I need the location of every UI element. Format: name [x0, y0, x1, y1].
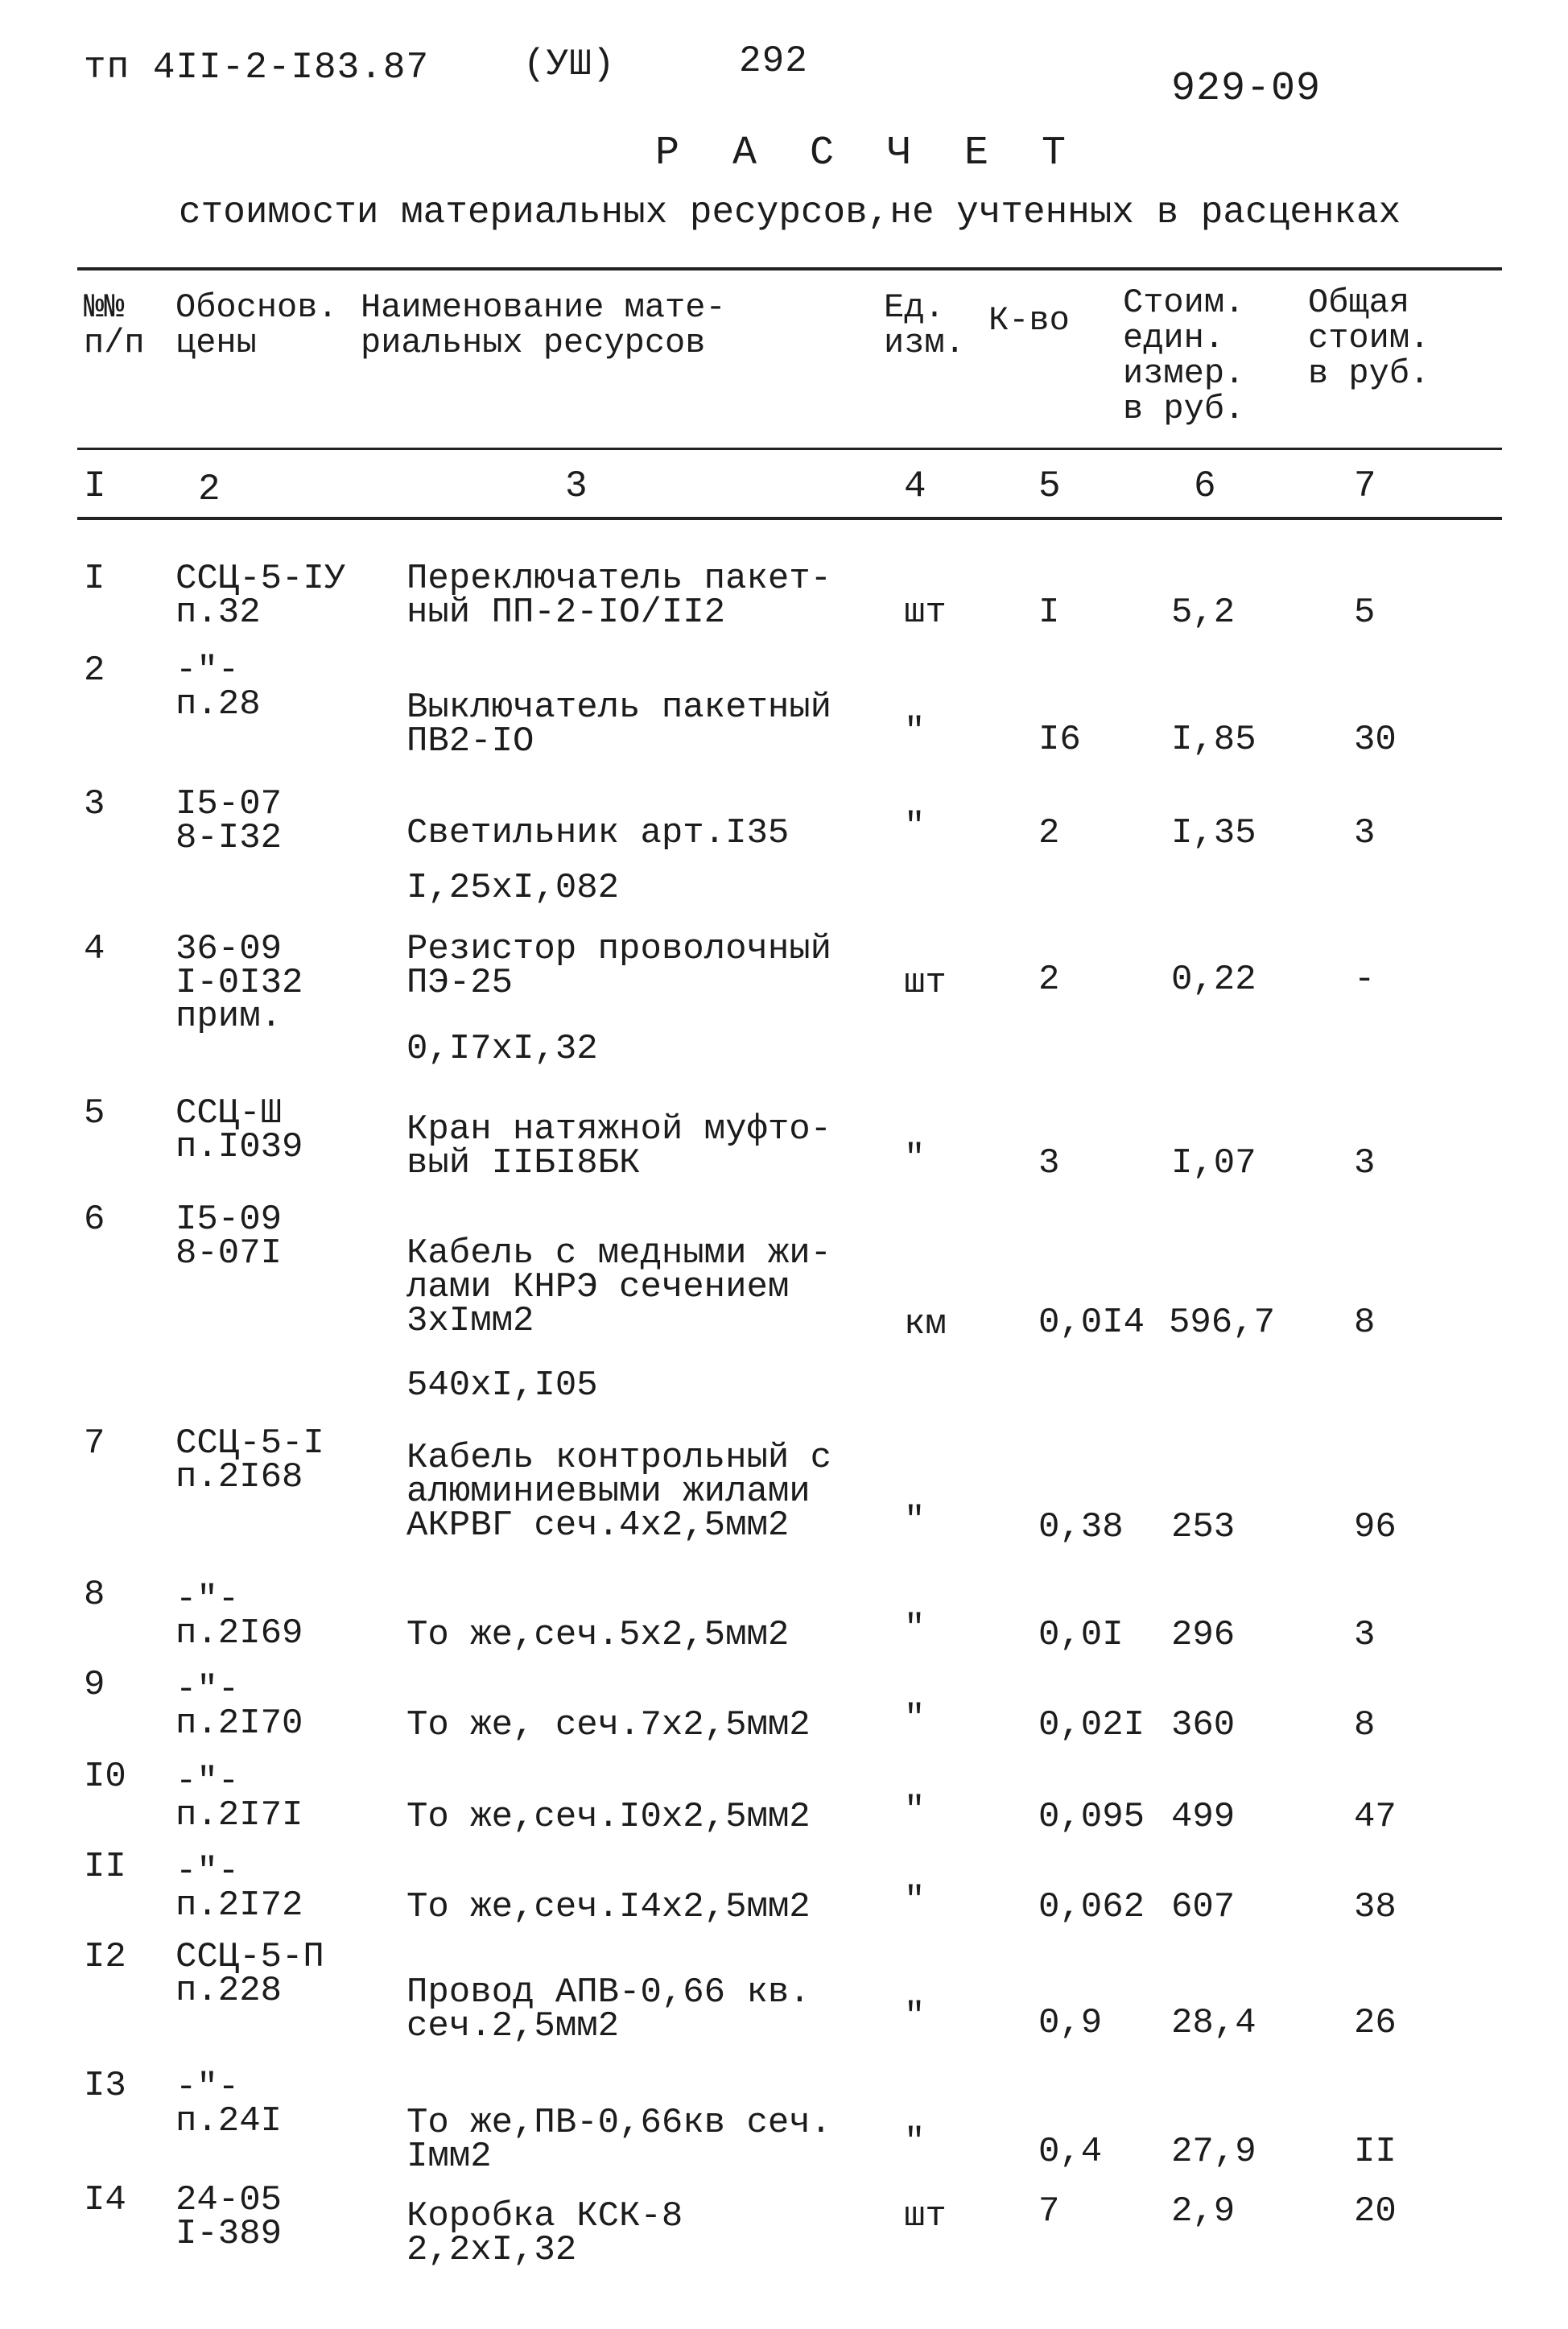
- unit: ": [904, 807, 926, 847]
- album-code: (УШ): [523, 43, 616, 85]
- row-number: 7: [84, 1423, 105, 1464]
- material-name: Коробка КСК-8 2,2xI,32: [406, 2196, 683, 2270]
- price-basis: ССЦ-5-П п.228: [175, 1937, 324, 2011]
- document-code: тп 4II-2-I83.87: [84, 47, 430, 89]
- quantity: 0,02I: [1038, 1705, 1145, 1745]
- row-number: 6: [84, 1200, 105, 1240]
- unit-price: 596,7: [1169, 1303, 1276, 1343]
- material-name: Переключатель пакет- ный ПП-2-IO/II2: [406, 559, 832, 633]
- price-basis: 24-05 I-389: [175, 2180, 283, 2254]
- material-name: Выключатель пакетный ПВ2-IO: [406, 688, 832, 762]
- row-number: I3: [84, 2066, 126, 2106]
- price-basis: -"- п.28: [175, 650, 261, 725]
- total-cost: -: [1354, 960, 1376, 1000]
- quantity: 0,0I4: [1038, 1303, 1145, 1343]
- price-basis: ССЦ-Ш п.I039: [175, 1093, 303, 1167]
- price-basis: ССЦ-5-IУ п.32: [175, 559, 346, 633]
- unit-price: 360: [1171, 1705, 1236, 1745]
- row-number: 2: [84, 650, 105, 691]
- unit-price: 607: [1171, 1887, 1236, 1927]
- column-header-name: Наименование мате- риальных ресурсов: [361, 288, 726, 362]
- quantity: 7: [1038, 2191, 1060, 2232]
- price-basis: -"- п.24I: [175, 2067, 283, 2141]
- total-cost: 3: [1354, 1615, 1376, 1655]
- material-name: То же,сеч.5x2,5мм2: [406, 1615, 790, 1655]
- page-number: 292: [739, 40, 808, 82]
- total-cost: 3: [1354, 1143, 1376, 1183]
- column-header-unit-price: Стоим. един. измер. в руб.: [1123, 283, 1245, 428]
- calculation-note: I,25xI,082: [406, 868, 620, 908]
- unit-price: 2,9: [1171, 2191, 1236, 2232]
- total-cost: 8: [1354, 1705, 1376, 1745]
- column-header-unit: Ед. изм.: [884, 288, 965, 362]
- row-number: I0: [84, 1757, 126, 1797]
- total-cost: 26: [1354, 2003, 1397, 2043]
- unit: км: [904, 1304, 947, 1344]
- price-basis: I5-07 8-I32: [175, 784, 283, 858]
- unit: ": [904, 712, 926, 752]
- material-name: Провод АПВ-0,66 кв. сеч.2,5мм2: [406, 1972, 811, 2046]
- row-number: 8: [84, 1575, 105, 1615]
- material-name: То же,ПВ-0,66кв сеч. Iмм2: [406, 2103, 832, 2177]
- column-number: 6: [1194, 465, 1216, 507]
- quantity: 0,4: [1038, 2132, 1103, 2172]
- unit: ": [904, 1881, 926, 1921]
- material-name: Резистор проволочный ПЭ-25: [406, 929, 832, 1003]
- price-basis: -"- п.2I72: [175, 1852, 303, 1926]
- column-header-number: №№ п/п: [84, 288, 145, 362]
- header-bottom-rule: [77, 448, 1502, 450]
- unit: ": [904, 1997, 926, 2037]
- row-number: 3: [84, 784, 105, 824]
- unit-price: 27,9: [1171, 2132, 1256, 2172]
- quantity: I: [1038, 593, 1060, 633]
- row-number: 5: [84, 1093, 105, 1134]
- calculation-note: 0,I7xI,32: [406, 1029, 598, 1069]
- quantity: 0,062: [1038, 1887, 1145, 1927]
- sheet-code: 929-09: [1171, 66, 1322, 112]
- row-number: 4: [84, 929, 105, 969]
- unit-price: 0,22: [1171, 960, 1256, 1000]
- total-cost: II: [1354, 2132, 1397, 2172]
- price-basis: -"- п.2I7I: [175, 1761, 303, 1836]
- quantity: 0,38: [1038, 1507, 1124, 1547]
- unit: шт: [904, 963, 947, 1003]
- column-number: I: [84, 465, 106, 507]
- price-basis: -"- п.2I69: [175, 1580, 303, 1654]
- column-header-basis: Обоснов. цены: [175, 288, 338, 362]
- unit: ": [904, 2122, 926, 2162]
- table-top-rule: [77, 267, 1502, 270]
- row-number: 9: [84, 1665, 105, 1705]
- price-basis: ССЦ-5-I п.2I68: [175, 1423, 324, 1497]
- column-numbers-rule: [77, 517, 1502, 520]
- total-cost: 20: [1354, 2191, 1397, 2232]
- unit: ": [904, 1699, 926, 1739]
- total-cost: 5: [1354, 593, 1376, 633]
- unit-price: 5,2: [1171, 593, 1236, 633]
- price-basis: 36-09 I-0I32 прим.: [175, 929, 303, 1037]
- material-name: То же,сеч.I4x2,5мм2: [406, 1887, 811, 1927]
- row-number: II: [84, 1847, 126, 1887]
- column-header-total: Общая стоим. в руб.: [1308, 283, 1430, 393]
- price-basis: I5-09 8-07I: [175, 1200, 283, 1274]
- page-title: Р А С Ч Е Т: [655, 130, 1081, 176]
- unit: ": [904, 1608, 926, 1649]
- unit-price: 28,4: [1171, 2003, 1256, 2043]
- price-basis: -"- п.2I70: [175, 1670, 303, 1744]
- unit-price: I,85: [1171, 720, 1256, 760]
- column-number: 2: [198, 469, 221, 510]
- row-number: I: [84, 559, 105, 599]
- material-name: То же, сеч.7x2,5мм2: [406, 1705, 811, 1745]
- total-cost: 47: [1354, 1797, 1397, 1837]
- column-number: 7: [1354, 465, 1376, 507]
- unit-price: I,07: [1171, 1143, 1256, 1183]
- unit: шт: [904, 593, 947, 633]
- total-cost: 96: [1354, 1507, 1397, 1547]
- unit-price: 253: [1171, 1507, 1236, 1547]
- unit-price: I,35: [1171, 813, 1256, 853]
- quantity: 2: [1038, 813, 1060, 853]
- column-number: 4: [904, 465, 926, 507]
- material-name: То же,сеч.I0x2,5мм2: [406, 1797, 811, 1837]
- material-name: Кабель контрольный с алюминиевыми жилами АКРВГ сеч.4x2,5мм2: [406, 1438, 832, 1546]
- total-cost: 38: [1354, 1887, 1397, 1927]
- quantity: 3: [1038, 1143, 1060, 1183]
- material-name: Кабель с медными жи- лами КНРЭ сечением 3xIмм2: [406, 1233, 832, 1341]
- row-number: I2: [84, 1937, 126, 1977]
- total-cost: 3: [1354, 813, 1376, 853]
- unit: ": [904, 1138, 926, 1179]
- unit: ": [904, 1501, 926, 1541]
- quantity: 0,0I: [1038, 1615, 1124, 1655]
- quantity: 0,095: [1038, 1797, 1145, 1837]
- column-number: 3: [565, 465, 588, 507]
- row-number: I4: [84, 2180, 126, 2220]
- unit-price: 499: [1171, 1797, 1236, 1837]
- material-name: Светильник арт.I35: [406, 813, 790, 853]
- total-cost: 30: [1354, 720, 1397, 760]
- unit: ": [904, 1790, 926, 1831]
- quantity: 2: [1038, 960, 1060, 1000]
- calculation-note: 540xI,I05: [406, 1365, 598, 1406]
- page-subtitle: стоимости материальных ресурсов,не учтенных в расценках: [179, 192, 1401, 233]
- material-name: Кран натяжной муфто- вый IIБI8БК: [406, 1109, 832, 1183]
- total-cost: 8: [1354, 1303, 1376, 1343]
- quantity: I6: [1038, 720, 1081, 760]
- unit-price: 296: [1171, 1615, 1236, 1655]
- column-header-quantity: К-во: [988, 301, 1070, 340]
- column-number: 5: [1038, 465, 1061, 507]
- quantity: 0,9: [1038, 2003, 1103, 2043]
- unit: шт: [904, 2196, 947, 2236]
